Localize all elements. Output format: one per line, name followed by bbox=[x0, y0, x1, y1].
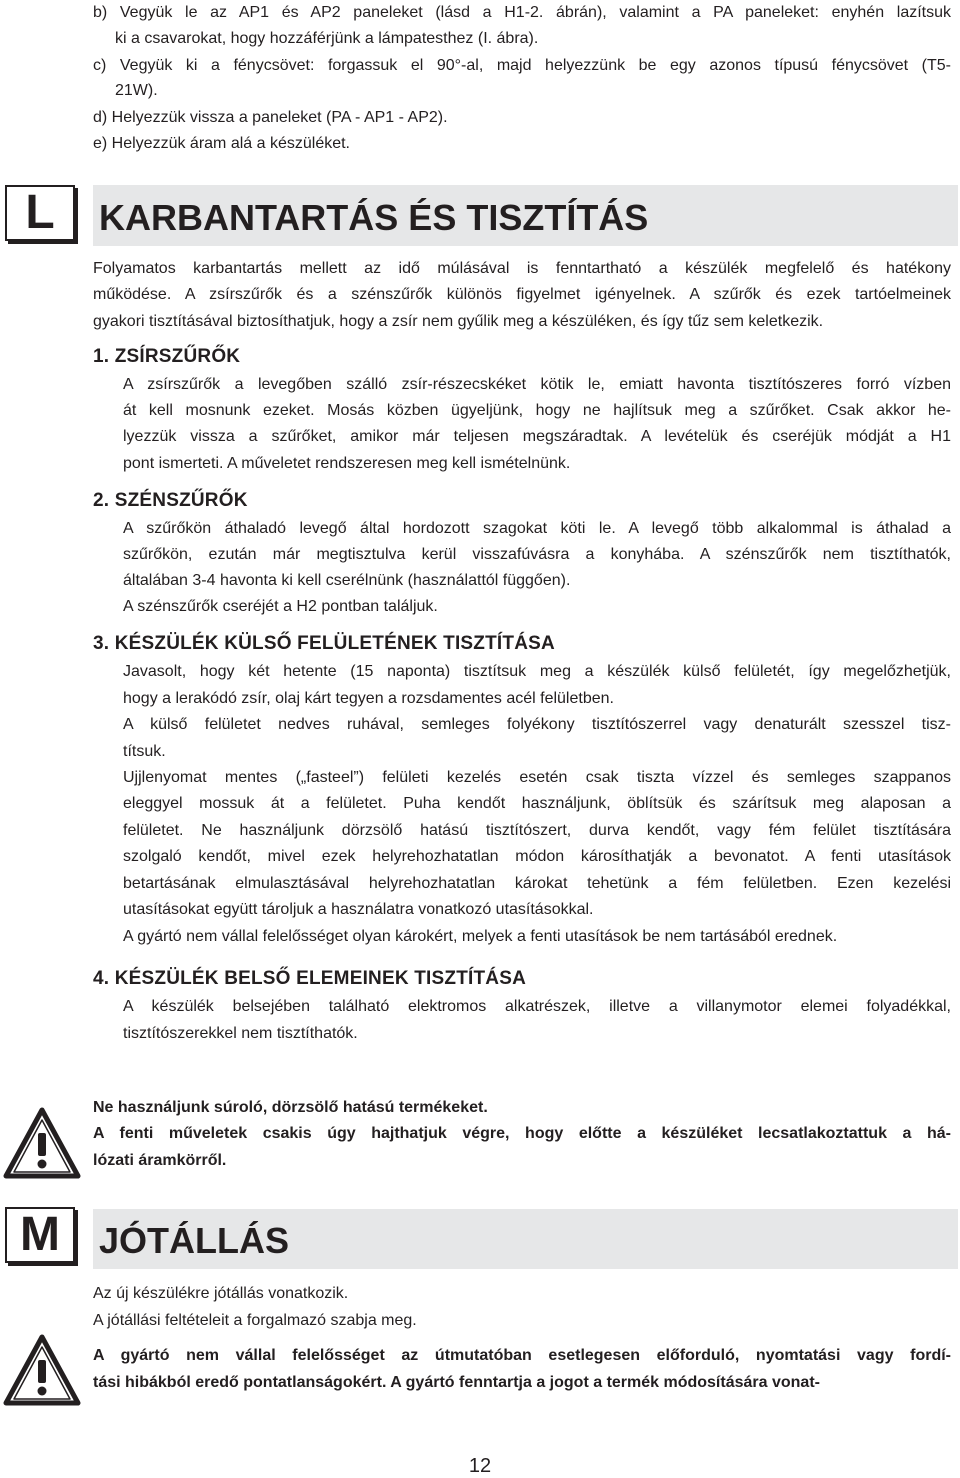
paragraph-line: felületet. Ne használjunk dörzsölő hatású tisztítószert, durva kendőt, vagy fém felület tisztítására bbox=[123, 822, 951, 839]
section-letter-box bbox=[5, 185, 75, 241]
section-letter-box bbox=[5, 1207, 75, 1263]
intro-line: d) Helyezzük vissza a paneleket (PA - AP1 - AP2). bbox=[93, 109, 448, 126]
section-letter: L bbox=[25, 186, 55, 239]
warning-triangle-icon bbox=[3, 1107, 81, 1179]
subsection-title: 3. KÉSZÜLÉK KÜLSŐ FELÜLETÉNEK TISZTÍTÁSA bbox=[93, 633, 555, 654]
subsection-title: 4. KÉSZÜLÉK BELSŐ ELEMEINEK TISZTÍTÁSA bbox=[93, 968, 527, 989]
paragraph-line: át kell mosnunk ezeket. Mosás közben ügyeljünk, hogy ne hajlítsuk meg a szűrőket. Csak akkor he- bbox=[123, 402, 951, 419]
paragraph-line: általában 3-4 havonta ki kell cserélnünk (használattól függően). bbox=[123, 572, 571, 589]
paragraph-line: gyakori tisztításával biztosíthatjuk, hogy a zsír nem gyűlik meg a készüléken, és így tűz sem keletkezik. bbox=[93, 313, 824, 330]
paragraph-line: működése. A zsírszűrők és a szénszűrők különös figyelmet igényelnek. A szűrők és ezek tartóelmeinek bbox=[93, 286, 951, 303]
warning-line: A fenti műveletek csakis úgy hajthatjuk végre, hogy előtte a készüléket lecsatlakoztattuk a há- bbox=[93, 1125, 951, 1142]
intro-line: ki a csavarokat, hogy hozzáférjünk a lámpatesthez (I. ábra). bbox=[115, 30, 539, 47]
subsection-title: 1. ZSÍRSZŰRŐK bbox=[93, 346, 241, 367]
paragraph-line: Folyamatos karbantartás mellett az idő múlásával is fenntartható a készülék megfelelő és hatékony bbox=[93, 260, 951, 277]
intro-line: 21W). bbox=[115, 82, 158, 99]
warning-line: lózati áramkörről. bbox=[93, 1152, 227, 1169]
section-title: JÓTÁLLÁS bbox=[99, 1220, 290, 1261]
paragraph-line: A jótállási feltételeit a forgalmazó szabja meg. bbox=[93, 1312, 417, 1329]
subsection-title: 2. SZÉNSZŰRŐK bbox=[93, 490, 248, 511]
paragraph-line: lyezzük vissza a szűrőket, amikor már teljesen megszáradtak. A levételük és cseréjük módját a H1 bbox=[123, 428, 951, 445]
section-title: KARBANTARTÁS ÉS TISZTÍTÁS bbox=[99, 197, 649, 238]
warning-line: A gyártó nem vállal felelősséget az útmutatóban esetlegesen előforduló, nyomtatási vagy fordí- bbox=[93, 1347, 951, 1364]
paragraph-line: A készülék belsejében található elektromos alkatrészek, illetve a villanymotor elemei folyadékkal, bbox=[123, 998, 951, 1015]
warning-line: Ne használjunk súroló, dörzsölő hatású termékeket. bbox=[93, 1099, 488, 1116]
intro-line: b) Vegyük le az AP1 és AP2 paneleket (lásd a H1-2. ábrán), valamint a PA paneleket: enyhén lazítsuk bbox=[93, 4, 951, 21]
paragraph-line: pont ismerteti. A műveletet rendszeresen meg kell ismételnünk. bbox=[123, 455, 571, 472]
paragraph-line: Az új készülékre jótállás vonatkozik. bbox=[93, 1285, 349, 1302]
paragraph-line: betartásának elmulasztásával helyrehozhatatlan károkat tehetünk a fém felületben. Ezen kezelési bbox=[123, 875, 951, 892]
paragraph-line: eleggyel mossuk át a felületet. Puha kendőt használjunk, öblítsük és szárítsuk meg alaposan a bbox=[123, 795, 951, 812]
warning-line: tási hibákból eredő pontatlanságokért. A gyártó fenntartja a jogot a termék módosítására vonat- bbox=[93, 1374, 820, 1391]
section-banner bbox=[93, 1209, 958, 1269]
paragraph-line: szűrőkön, ezután már megtisztulva kerül visszafúvásra a konyhába. A szénszűrők nem tisztíthatók, bbox=[123, 546, 951, 563]
section-banner bbox=[93, 185, 958, 246]
paragraph-line: tisztítószerekkel nem tisztíthatók. bbox=[123, 1025, 358, 1042]
paragraph-line: A zsírszűrők a levegőben szálló zsír-részecskéket kötik le, emiatt havonta tisztítószeres forró vízben bbox=[123, 376, 951, 393]
paragraph-line: Javasolt, hogy két hetente (15 naponta) tisztítsuk meg a készülék külső felületét, így megelőzhetjük, bbox=[123, 663, 951, 680]
paragraph-line: A külső felületet nedves ruhával, semleges folyékony tisztítószerrel vagy denaturált szesszel tisz- bbox=[123, 716, 951, 733]
paragraph-line: szolgaló kendőt, mivel ezek helyrehozhatatlan módon károsíthatják a bevonatot. A fenti utasítások bbox=[123, 848, 951, 865]
intro-line: c) Vegyük ki a fénycsövet: forgassuk el 90°-al, majd helyezzünk be egy azonos típusú fénycsövet (T5- bbox=[93, 57, 951, 74]
intro-line: e) Helyezzük áram alá a készüléket. bbox=[93, 135, 350, 152]
paragraph-line: Ujjlenyomat mentes („fasteel”) felületi kezelés esetén csak tiszta vízzel és semleges szappanos bbox=[123, 769, 951, 786]
paragraph-line: A szénszűrők cseréjét a H2 pontban találjuk. bbox=[123, 598, 438, 615]
paragraph-line: A gyártó nem vállal felelősséget olyan károkért, melyek a fenti utasítások be nem tartásából erednek. bbox=[123, 928, 838, 945]
section-letter: M bbox=[20, 1208, 60, 1261]
paragraph-line: títsuk. bbox=[123, 743, 166, 760]
page-number: 12 bbox=[468, 1455, 492, 1477]
paragraph-line: utasításokat együtt tároljuk a használatra vonatkozó utasításokkal. bbox=[123, 901, 594, 918]
paragraph-line: A szűrőkön áthaladó levegő által hordozott szagokat köti le. A levegő több alkalommal is áthalad a bbox=[123, 520, 951, 537]
paragraph-line: hogy a lerakódó zsír, olaj kárt tegyen a rozsdamentes acél felületben. bbox=[123, 690, 614, 707]
warning-triangle-icon bbox=[3, 1334, 81, 1406]
